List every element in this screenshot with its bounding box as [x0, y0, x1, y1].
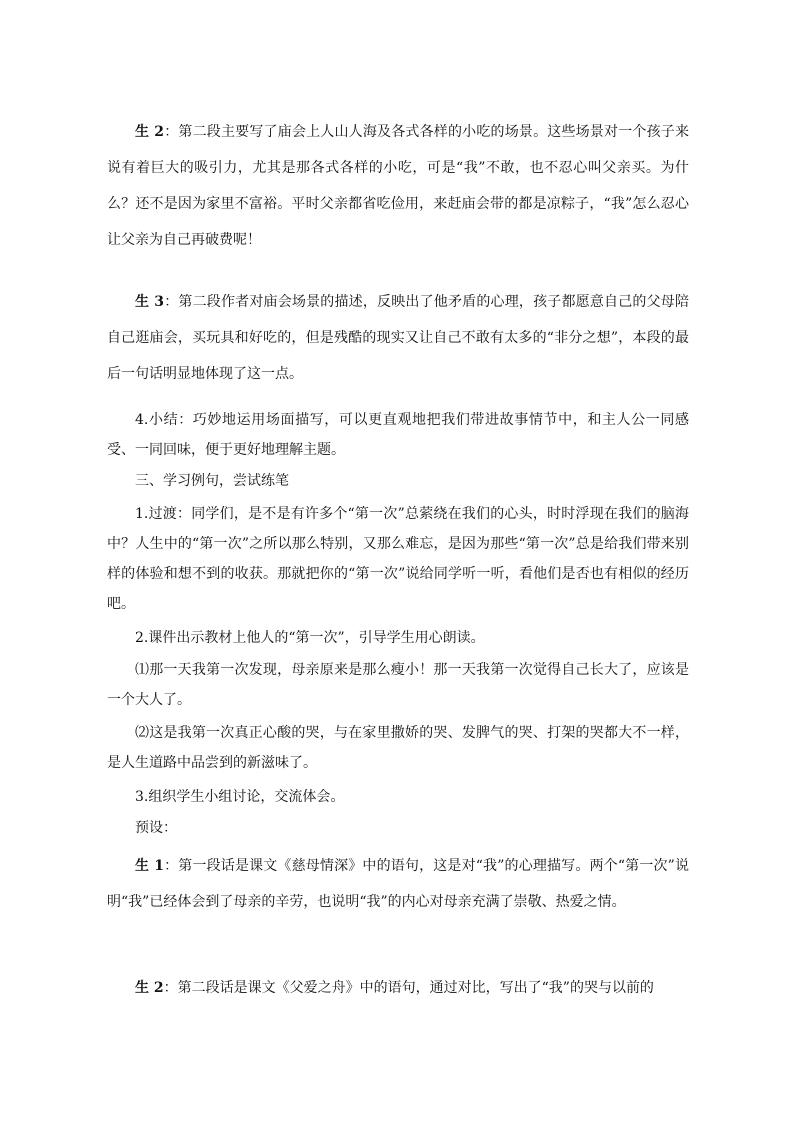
paragraph-student-2-answer [107, 114, 689, 258]
example-sentence-2 [107, 718, 689, 778]
paragraph-text: ⑴那一天我第一次发现，母亲原来是那么瘦小！那一天我第一次觉得自己长大了，应该是一个大人了。 [107, 662, 689, 708]
speaker-label: 生 2 [135, 124, 164, 140]
paragraph-student-3-answer [107, 284, 689, 392]
paragraph-text: 4.小结：巧妙地运用场面描写，可以更直观地把我们带进故事情节中，和主人公一同感受、一同回味，便于更好地理解主题。 [107, 412, 689, 458]
paragraph-preset [107, 813, 689, 843]
paragraph-transition [107, 499, 689, 619]
paragraph-text: ：第一段话是课文《慈母情深》中的语句，这是对“我”的心理描写。两个“第一次”说明“我”已经体会到了母亲的辛劳，也说明“我”的内心对母亲充满了崇敬、热爱之情。 [107, 858, 689, 910]
paragraph-text: 1.过渡：同学们，是不是有许多个“第一次”总萦绕在我们的心头，时时浮现在我们的脑海中？人生中的“第一次”之所以那么特别，又那么难忘，是因为那些“第一次”总是给我们带来别样的体验和想不到的收获。那就把你的“第一次”说给同学听一听，看他们是否也有相似的经历吧。 [107, 506, 689, 612]
paragraph-text: 3.组织学生小组讨论，交流体会。 [135, 789, 345, 805]
paragraph-text: ：第二段主要写了庙会上人山人海及各式各样的小吃的场景。这些场景对一个孩子来说有着巨大的吸引力，尤其是那各式各样的小吃，可是“我”不敢，也不忍心叫父亲买。为什么？还不是因为家里不富裕。平时父亲都省吃俭用，来赶庙会带的都是凉粽子，“我”怎么忍心让父亲为自己再破费呢！ [107, 124, 689, 248]
paragraph-text: ：第二段作者对庙会场景的描述，反映出了他矛盾的心理，孩子都愿意自己的父母陪自己逛庙会，买玩具和好吃的，但是残酷的现实又让自己不敢有太多的“非分之想”，本段的最后一句话明显地体现了这一点。 [107, 294, 689, 382]
speaker-label: 生 1 [135, 858, 164, 874]
paragraph-text: ⑵这是我第一次真正心酸的哭，与在家里撒娇的哭、发脾气的哭、打架的哭都大不一样，是人生道路中品尝到的新滋味了。 [107, 725, 689, 771]
paragraph-text: 预设： [135, 820, 177, 836]
paragraph-text: ：第二段话是课文《父爱之舟》中的语句，通过对比，写出了“我”的哭与以前的 [163, 980, 654, 996]
paragraph-group-discussion [107, 782, 689, 812]
paragraph-courseware [107, 623, 689, 653]
speaker-label: 生 2 [135, 980, 164, 996]
section-heading-text: 三、学习例句，尝试练笔 [135, 473, 289, 489]
speaker-label: 生 3 [135, 294, 164, 310]
example-sentence-1 [107, 655, 689, 715]
section-heading [107, 466, 689, 496]
paragraph-summary [107, 405, 689, 465]
paragraph-student-1-answer [107, 848, 689, 920]
paragraph-text: 2.课件出示教材上他人的“第一次”，引导学生用心朗读。 [135, 630, 485, 646]
paragraph-student-2-answer-b [107, 970, 689, 1006]
